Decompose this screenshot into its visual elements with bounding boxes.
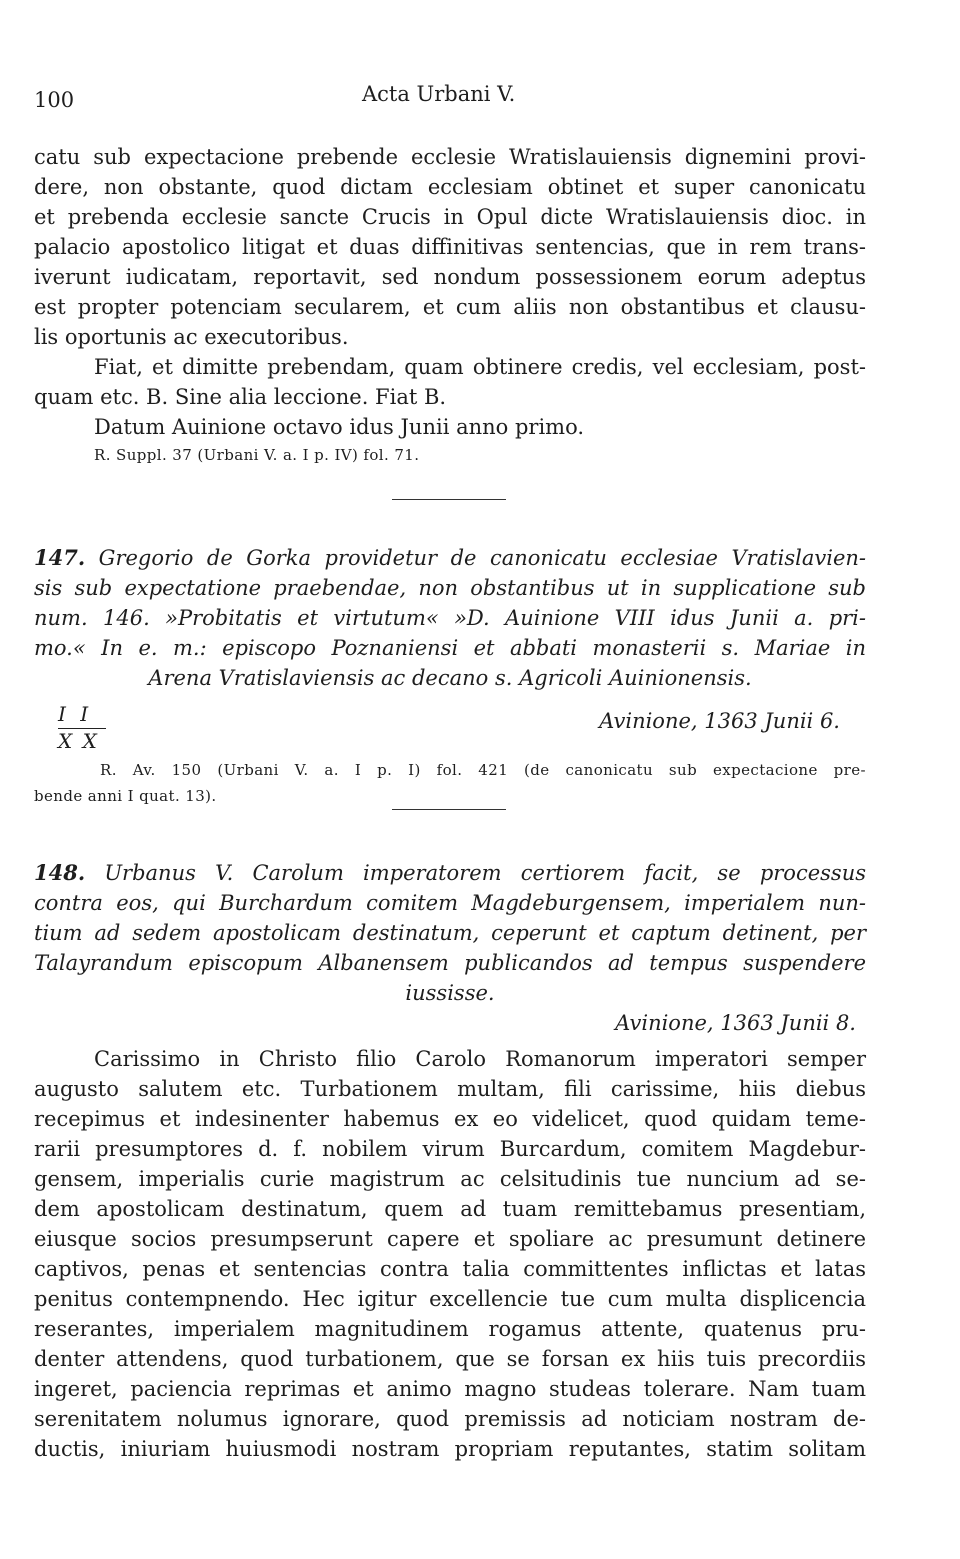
fraction-top: I I (58, 702, 106, 729)
entry-prev (34, 142, 866, 468)
page-number: 100 (34, 88, 75, 112)
text-line: et prebenda ecclesie sancte Crucis in Opul dicte Wratislauiensis dioc. in (34, 205, 866, 229)
entry-147-line: mo.« In e. m.: episcopo Poznaniensi et abbati monasterii s. Mariae in (34, 636, 866, 660)
entry-147-line: 147. Gregorio de Gorka providetur de canonicatu ecclesiae Vratislavien- (34, 545, 866, 570)
text-line: iverunt iudicatam, reportavit, sed nondum possessionem eorum adeptus (34, 265, 866, 289)
separator-rule (392, 809, 506, 810)
body-line: ingeret, paciencia reprimas et animo magno studeas tolerare. Nam tuam (34, 1377, 866, 1401)
separator-rule (392, 499, 506, 500)
entry-148-heading (34, 858, 866, 1038)
body-line: reserantes, imperialem magnitudinem rogamus attente, quatenus pru- (34, 1317, 866, 1341)
fraction-bottom: X X (58, 729, 99, 753)
text-line: palacio apostolico litigat et duas diffinitivas sentencias, que in rem trans- (34, 235, 866, 259)
body-line: recepimus et indesinenter habemus ex eo videlicet, quod quidam teme- (34, 1107, 866, 1131)
place-date-148: Avinione, 1363 Junii 8. (615, 1011, 856, 1035)
text-line: catu sub expectacione prebende ecclesie Wratislauiensis dignemini provi- (34, 145, 866, 169)
body-line: denter attendens, quod turbationem, que se forsan ex hiis tuis precordiis (34, 1347, 866, 1371)
entry-148-last-line: iussisse. (405, 981, 495, 1005)
body-line: penitus contempnendo. Hec igitur excellencie tue cum multa displicencia (34, 1287, 866, 1311)
entry-148-line: contra eos, qui Burchardum comitem Magdeburgensem, imperialem nun- (34, 891, 866, 915)
body-line: dem apostolicam destinatum, quem ad tuam remittebamus presentiam, (34, 1197, 866, 1221)
entry-147-last-line: Arena Vratislaviensis ac decano s. Agricoli Auinionensis. (148, 666, 752, 690)
folio-fraction (58, 702, 106, 753)
entry-148-line: tium ad sedem apostolicam destinatum, ceperunt et captum detinent, per (34, 921, 866, 945)
body-line: gensem, imperialis curie magistrum ac celsitudinis tue nuncium ad se- (34, 1167, 866, 1191)
running-title: Acta Urbani V. (362, 82, 516, 106)
entry-148-body (34, 1044, 866, 1464)
text-line: lis oportunis ac executoribus. (34, 325, 349, 349)
entry-number: 147. (34, 545, 86, 570)
body-line: Carissimo in Christo filio Carolo Romanorum imperatori semper (94, 1047, 866, 1071)
entry-147 (34, 543, 866, 693)
entry-148-line: 148. Urbanus V. Carolum imperatorem certiorem facit, se processus (34, 860, 866, 885)
body-line: serenitatem nolumus ignorare, quod premissis ad noticiam nostram de- (34, 1407, 866, 1431)
body-line: augusto salutem etc. Turbationem multam, fili carissime, hiis diebus (34, 1077, 866, 1101)
source-line: R. Av. 150 (Urbani V. a. I p. I) fol. 421 (de canonicatu sub expectacione pre- (100, 761, 866, 779)
source-147 (34, 757, 866, 809)
text-line: est propter potenciam secularem, et cum aliis non obstantibus et clausu- (34, 295, 866, 319)
entry-147-line: sis sub expectatione praebendae, non obstantibus ut in supplicatione sub (34, 576, 866, 600)
fiat-line: quam etc. B. Sine alia leccione. Fiat B. (34, 385, 447, 409)
entry-148-line: Talayrandum episcopum Albanensem publicandos ad tempus suspendere (34, 951, 866, 975)
source-line: bende anni I quat. 13). (34, 787, 217, 805)
entry-147-line: num. 146. »Probitatis et virtutum« »D. Auinione VIII idus Junii a. pri- (34, 606, 866, 630)
datum-line: Datum Auinione octavo idus Junii anno primo. (94, 415, 585, 439)
body-line: captivos, penas et sentencias contra talia committentes inflictas et latas (34, 1257, 866, 1281)
source-line: R. Suppl. 37 (Urbani V. a. I p. IV) fol. 71. (94, 446, 420, 464)
body-line: eiusque socios presumpserunt capere et spoliare ac presumunt detinere (34, 1227, 866, 1251)
body-line: rarii presumptores d. f. nobilem virum Burcardum, comitem Magdebur- (34, 1137, 866, 1161)
fiat-line: Fiat, et dimitte prebendam, quam obtinere credis, vel ecclesiam, post- (94, 355, 866, 379)
text-line: dere, non obstante, quod dictam ecclesiam obtinet et super canonicatu (34, 175, 866, 199)
place-date-147: Avinione, 1363 Junii 6. (599, 709, 840, 733)
body-line: ductis, iniuriam huiusmodi nostram propriam reputantes, statim solitam (34, 1437, 866, 1461)
entry-number: 148. (34, 860, 86, 885)
